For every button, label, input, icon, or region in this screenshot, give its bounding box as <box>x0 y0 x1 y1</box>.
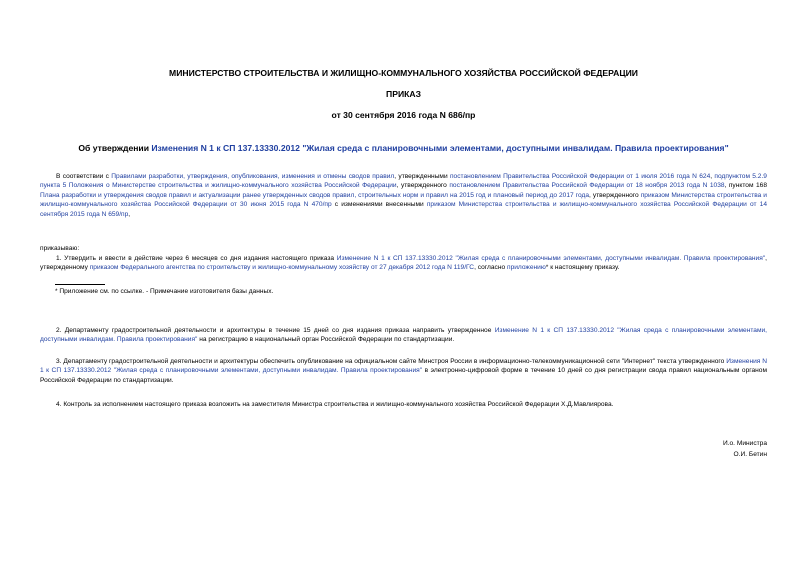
link-order-119gs[interactable]: приказом Федерального агентства по строительству и жилищно-коммунальному хозяйству от 27 декабря 2012 года N 119/ГС <box>89 264 475 272</box>
preamble-text: , утвержденными <box>394 173 450 180</box>
preamble-text: , <box>128 210 131 218</box>
footnote: * Приложение см. по ссылке. - Примечание изготовителя базы данных. <box>55 288 274 295</box>
date-number-heading: от 30 сентября 2016 года N 686/пр <box>331 110 476 120</box>
link-resolution-624[interactable]: постановлением Правительства Российской Федерации от 1 июля 2016 года N 624 <box>449 173 711 180</box>
preamble-text: В соответствии с <box>56 173 112 180</box>
item-2 <box>40 326 767 345</box>
preamble-text: , утвержденного <box>396 182 450 190</box>
item1-text: 1. Утвердить и ввести в действие через 6 месяцев со дня издания настоящего приказа <box>56 255 337 262</box>
preamble-text: , пунктом 168 <box>724 182 767 190</box>
title-link[interactable]: Изменения N 1 к СП 137.13330.2012 "Жилая среда с планировочными элементами, доступными инвалидам. Правила проектирования" <box>151 143 729 153</box>
preamble-text: с изменениями внесенными <box>331 201 427 209</box>
item1-text: * к настоящему приказу. <box>545 264 620 272</box>
title-prefix: Об утверждении <box>78 143 152 153</box>
order-title <box>0 143 807 153</box>
link-change-1[interactable]: Изменения N 1 к СП 137.13330.2012 "Жилая среда с планировочными элементами, доступными инвалидам. Правила проектирования" <box>40 358 767 375</box>
link-plan[interactable]: Плана разработки и утверждения сводов правил и актуализации ранее утвержденных сводов правил, строительных норм и правил на 2015 год и плановый период до 2017 года <box>40 191 589 199</box>
signature-position: И.о. Министра <box>722 440 767 447</box>
order-word: приказываю: <box>40 245 80 252</box>
preamble-text: , <box>710 173 715 180</box>
link-change-1[interactable]: Изменение N 1 к СП 137.13330.2012 "Жилая среда с планировочными элементами, доступными инвалидам. Правила проектирования" <box>40 327 767 344</box>
link-resolution-1038[interactable]: постановлением Правительства Российской Федерации от 18 ноября 2013 года N 1038 <box>449 182 725 190</box>
preamble-text: , утвержденного <box>588 191 641 199</box>
item-4: 4. Контроль за исполнением настоящего приказа возложить на заместителя Министра строительства и жилищно-коммунального хозяйства Российской Федерации Х.Д.Мавлиярова. <box>56 401 614 408</box>
item3-text: в электронно-цифровой форме в течение 10 дней со дня регистрации свода правил национальным органом Российской Федерации по стандартизации. <box>40 367 767 384</box>
link-regulation-subclause[interactable]: подпунктом 5.2.9 пункта 5 Положения о Министерстве строительства и жилищно-коммунального хозяйства Российской Федерации <box>40 173 767 190</box>
link-change-1[interactable]: Изменение N 1 к СП 137.13330.2012 "Жилая среда с планировочными элементами, доступными инвалидам. Правила проектирования" <box>336 255 766 262</box>
item-3 <box>40 357 767 385</box>
item-1 <box>40 254 767 273</box>
item2-text: 2. Департаменту градостроительной деятельности и архитектуры в течение 15 дней со дня издания приказа направить утвержденное <box>56 327 495 334</box>
link-rules[interactable]: Правилами разработки, утверждения, опубликования, изменения и отмены сводов правил <box>111 173 395 180</box>
doc-type-heading: ПРИКАЗ <box>386 89 421 99</box>
link-order-659[interactable]: приказом Министерства строительства и жилищно-коммунального хозяйства Российской Федерации от 14 сентября 2015 года N 659/пр <box>40 201 767 218</box>
signature-name: О.И. Бетин <box>733 451 767 458</box>
item2-text: на регистрацию в национальный орган Российской Федерации по стандартизации. <box>197 336 455 344</box>
preamble-paragraph <box>40 172 767 219</box>
item3-text: 3. Департаменту градостроительной деятельности и архитектуры обеспечить опубликование на официальном сайте Минстроя России в информационно-телекоммуникационной сети "Интернет" текста утвержденного <box>56 358 727 365</box>
item1-text: , согласно <box>474 264 507 272</box>
item1-text: , утвержденному <box>40 255 767 272</box>
link-order-470[interactable]: приказом Министерства строительства и жилищно-коммунального хозяйства Российской Федерации от 30 июня 2015 года N 470/пр <box>40 191 767 209</box>
footnote-divider <box>55 284 105 285</box>
ministry-heading: МИНИСТЕРСТВО СТРОИТЕЛЬСТВА И ЖИЛИЩНО-КОММУНАЛЬНОГО ХОЗЯЙСТВА РОССИЙСКОЙ ФЕДЕРАЦИИ <box>169 68 638 78</box>
link-appendix[interactable]: приложению <box>507 264 546 272</box>
